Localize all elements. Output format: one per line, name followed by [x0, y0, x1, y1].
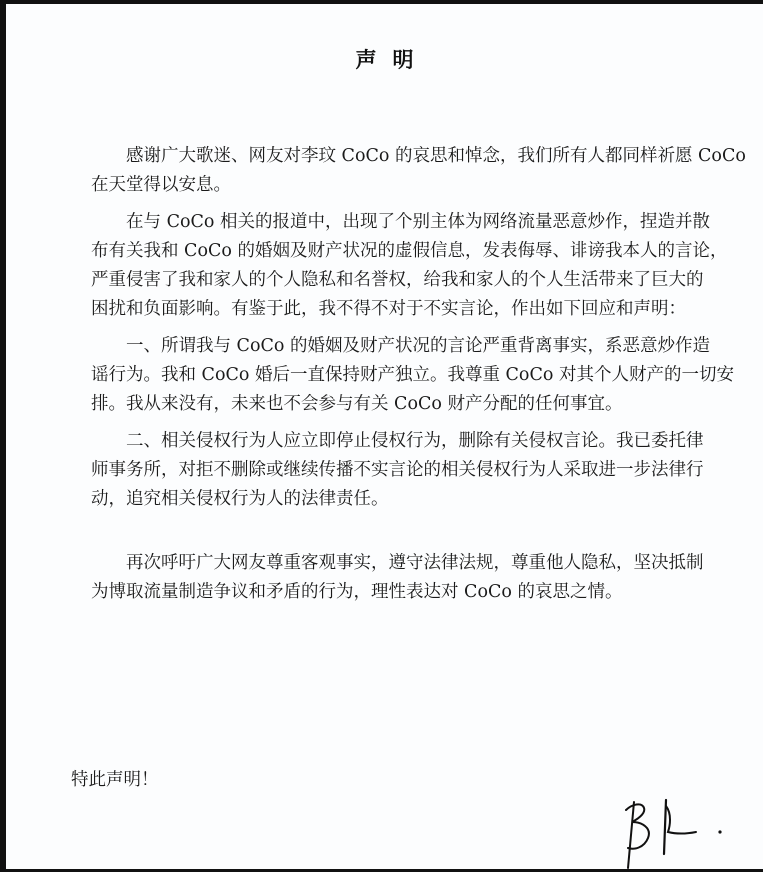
text-line: 严重侵害了我和家人的个人隐私和名誉权，给我和家人的个人生活带来了巨大的	[91, 270, 704, 290]
paragraph-appeal	[56, 549, 736, 607]
text-line: 困扰和负面影响。有鉴于此，我不得不对于不实言论，作出如下回应和声明：	[91, 299, 686, 319]
paragraph-point-two	[56, 427, 736, 514]
statement-page	[6, 4, 763, 869]
text-line: 谣行为。我和 CoCo 婚后一直保持财产独立。我尊重 CoCo 对其个人财产的一切安	[91, 365, 734, 385]
statement-body	[56, 142, 746, 607]
text-line: 二、相关侵权行为人应立即停止侵权行为，删除有关侵权言论。我已委托律	[126, 431, 704, 451]
text-line: 在与 CoCo 相关的报道中，出现了个别主体为网络流量恶意炒作，捏造并散	[126, 212, 710, 232]
text-line: 再次呼吁广大网友尊重客观事实，遵守法律法规，尊重他人隐私，坚决抵制	[126, 553, 704, 573]
paragraph-background	[56, 208, 736, 324]
text-line: 感谢广大歌迷、网友对李玟 CoCo 的哀思和悼念，我们所有人都同样祈愿 CoCo	[126, 146, 746, 166]
paragraph-point-one	[56, 332, 736, 419]
text-line: 师事务所，对拒不删除或继续传播不实言论的相关侵权行为人采取进一步法律行	[91, 460, 704, 480]
text-line: 排。我从来没有，未来也不会参与有关 CoCo 财产分配的任何事宜。	[91, 394, 623, 414]
closing-remark: 特此声明！	[71, 770, 159, 790]
signature-icon	[614, 792, 734, 872]
paragraph-condolence	[56, 142, 746, 200]
text-line: 一、所谓我与 CoCo 的婚姻及财产状况的言论严重背离事实，系恶意炒作造	[126, 336, 710, 356]
document-title: 声明	[355, 47, 430, 72]
text-line: 为博取流量制造争议和矛盾的行为，理性表达对 CoCo 的哀思之情。	[91, 582, 623, 602]
text-line: 在天堂得以安息。	[91, 175, 231, 195]
text-line: 布有关我和 CoCo 的婚姻及财产状况的虚假信息，发表侮辱、诽谤我本人的言论，	[91, 241, 728, 261]
text-line: 动，追究相关侵权行为人的法律责任。	[91, 489, 389, 509]
